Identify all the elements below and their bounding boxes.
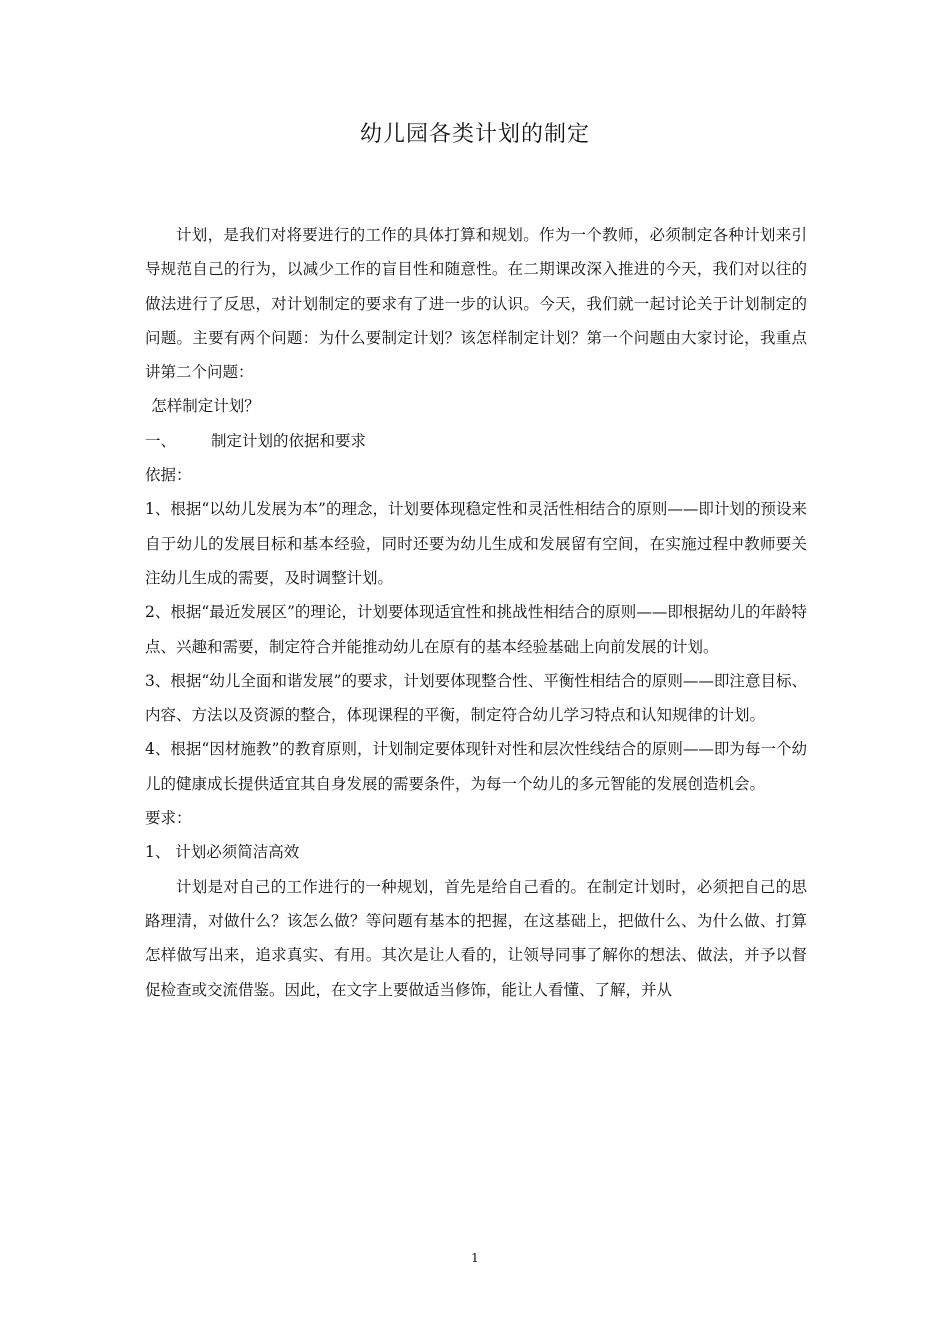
basis-item: 3、根据“幼儿全面和谐发展”的要求，计划要体现整合性、平衡性相结合的原则——即注意目标、内容、方法以及资源的整合，体现课程的平衡，制定符合幼儿学习特点和认知规律的计划。 xyxy=(145,671,807,725)
basis-item: 2、根据“最近发展区”的理论，计划要体现适宜性和挑战性相结合的原则——即根据幼儿的年龄特点、兴趣和需要，制定符合并能推动幼儿在原有的基本经验基础上向前发展的计划。 xyxy=(145,603,807,656)
section-title: 制定计划的依据和要求 xyxy=(211,431,367,450)
basis-label: 依据： xyxy=(145,466,192,485)
document-title: 幼儿园各类计划的制定 xyxy=(359,122,590,147)
question-line: 怎样制定计划？ xyxy=(151,397,260,416)
document-body xyxy=(145,218,807,1007)
basis-item: 1、根据“以幼儿发展为本”的理念，计划要体现稳定性和灵活性相结合的原则——即计划的预设来自于幼儿的发展目标和基本经验，同时还要为幼儿生成和发展留有空间，在实施过程中教师要关注幼儿生成的需要，及时调整计划。 xyxy=(145,500,807,587)
section-heading xyxy=(145,424,807,458)
requirement-heading: 1、 计划必须简洁高效 xyxy=(145,843,300,862)
requirement-paragraph: 计划是对自己的工作进行的一种规划，首先是给自己看的。在制定计划时，必须把自己的思路理清，对做什么？该怎么做？等问题有基本的把握，在这基础上，把做什么、为什么做、打算怎样做写出来，追求真实、有用。其次是让人看的，让领导同事了解你的想法、做法，并予以督促检查或交流借鉴。因此，在文字上要做适当修饰，能让人看懂、了解，并从 xyxy=(145,877,807,999)
section-number: 一、 xyxy=(145,431,177,450)
intro-paragraph: 计划，是我们对将要进行的工作的具体打算和规划。作为一个教师，必须制定各种计划来引导规范自己的行为，以减少工作的盲目性和随意性。在二期课改深入推进的今天，我们对以往的做法进行了反思，对计划制定的要求有了进一步的认识。今天，我们就一起讨论关于计划制定的问题。主要有两个问题：为什么要制定计划？该怎样制定计划？第一个问题由大家讨论，我重点讲第二个问题： xyxy=(145,226,807,382)
page-number: 1 xyxy=(471,1251,479,1265)
basis-item: 4、根据“因材施教”的教育原则，计划制定要体现针对性和层次性线结合的原则——即为每一个幼儿的健康成长提供适宜其自身发展的需要条件，为每一个幼儿的多元智能的发展创造机会。 xyxy=(145,740,807,793)
requirements-label: 要求： xyxy=(145,809,192,828)
